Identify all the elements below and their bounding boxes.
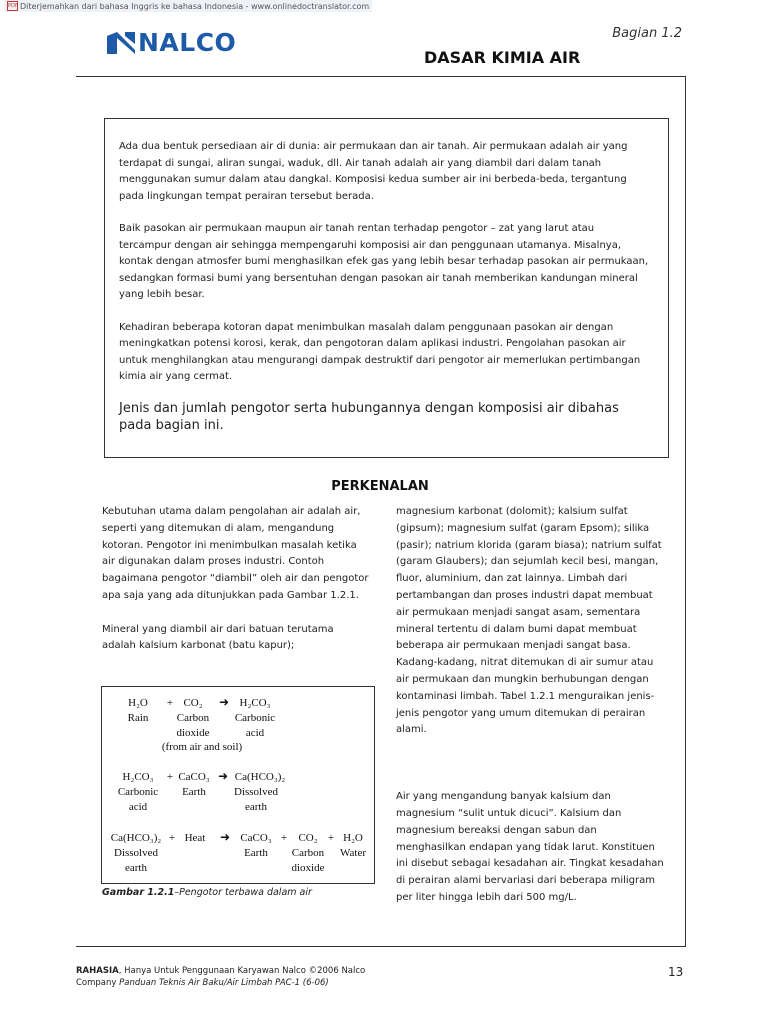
r3-earth: Earth — [244, 847, 268, 859]
r2-plus: + — [166, 771, 174, 783]
r2-earth: Earth — [182, 786, 206, 798]
r3-heat: Heat — [184, 832, 206, 844]
page-number: 13 — [668, 965, 684, 979]
r3-caco3: CaCO₃ — [240, 832, 272, 844]
r2-caco3: CaCO₃ — [178, 771, 210, 783]
r1-co2: CO₂ — [183, 697, 203, 709]
left-paragraph-2: Mineral yang diambil air dari batuan terutama adalah kalsium karbonat (batu kapur); — [102, 623, 334, 652]
footer-bold: RAHASIA — [76, 966, 119, 976]
logo-text: NALCO — [138, 28, 237, 57]
r2-cahco3: Ca(HCO₃)₂ — [234, 771, 286, 783]
footer — [76, 965, 386, 989]
right-column — [396, 504, 666, 924]
r3-arrow: ➜ — [219, 830, 231, 844]
translator-icon: PDF — [8, 3, 18, 9]
r2-arrow: ➜ — [217, 769, 229, 783]
nalco-mark-icon — [106, 30, 136, 56]
frame-line-top — [76, 76, 686, 77]
r2-earth2: earth — [245, 801, 267, 813]
r3-h2o: H₂O — [343, 832, 363, 844]
right-paragraph-2: Air yang mengandung banyak kalsium dan magnesium “sulit untuk dicuci”. Kalsium dan magnesium bereaksi dengan sabun dan menghasilkan endapan yang tidak larut. Konstituen ini disebut sebagai kesadahan air. Tingkat kesadahan di perairan alami bervariasi dari beberapa miligram per liter hingga lebih dari 500 mg/L. — [396, 791, 664, 903]
intro-paragraph-2: Baik pasokan air permukaan maupun air tanah rentan terhadap pengotor – zat yang larut atau tercampur dengan air sehingga mempengaruhi komposisi air dan penggunaan utamanya. Misalnya, kontak dengan atmosfer bumi menghasilkan efek gas yang lebih besar terhadap pasokan air permukaan, sedangkan formasi bumi yang bersentuhan dengan pasokan air tanah memberikan kandungan mineral yang lebih besar. — [119, 223, 649, 300]
r1-h2o: H₂O — [128, 697, 148, 709]
r3-dissolved: Dissolved — [114, 847, 158, 859]
r3-earth2: earth — [125, 862, 147, 874]
section-label: Bagian 1.2 — [612, 26, 682, 41]
r3-cahco3: Ca(HCO₃)₂ — [110, 832, 162, 844]
frame-line-bottom — [76, 946, 686, 947]
r3-plus3: + — [327, 832, 335, 844]
r1-h2co3: H₂CO₃ — [239, 697, 271, 709]
r2-h2co3: H₂CO₃ — [122, 771, 154, 783]
r3-dioxide: dioxide — [291, 862, 325, 874]
r1-dioxide: dioxide — [176, 727, 210, 739]
translation-note-text: Diterjemahkan dari bahasa Inggris ke bahasa Indonesia - www.onlinedoctranslator.com — [20, 1, 370, 11]
r2-dissolved: Dissolved — [234, 786, 278, 798]
footer-text: , Hanya Untuk Penggunaan Karyawan Nalco ©2006 Nalco Company — [76, 966, 366, 988]
intro-paragraph-4: Jenis dan jumlah pengotor serta hubungannya dengan komposisi air dibahas pada bagian ini. — [119, 400, 619, 433]
caption-text: –Pengotor terbawa dalam air — [174, 887, 312, 898]
r1-carbon: Carbon — [176, 712, 210, 724]
figure-caption — [102, 887, 312, 898]
r1-carbonic: Carbonic — [234, 712, 276, 724]
document-title: DASAR KIMIA AIR — [424, 48, 581, 67]
r2-acid: acid — [128, 801, 148, 813]
frame-line-right — [685, 76, 686, 947]
footer-italic: Panduan Teknis Air Baku/Air Limbah PAC-1 (6-06) — [119, 978, 329, 988]
r3-plus1: + — [168, 832, 176, 844]
intro-box — [104, 118, 669, 458]
r1-acid: acid — [245, 727, 265, 739]
nalco-logo — [106, 28, 236, 57]
r1-plus: + — [166, 697, 174, 709]
translation-note[interactable] — [4, 0, 372, 12]
left-paragraph-1: Kebutuhan utama dalam pengolahan air adalah air, seperti yang ditemukan di alam, mengandung kotoran. Pengotor ini menimbulkan masalah ketika air digunakan dalam proses industri. Contoh bagaimana pengotor “diambil” oleh air dan pengotor apa saja yang ada ditunjukkan pada Gambar 1.2.1. — [102, 506, 369, 601]
right-paragraph-1: magnesium karbonat (dolomit); kalsium sulfat (gipsum); magnesium sulfat (garam Epsom); silika (pasir); natrium klorida (garam biasa); natrium sulfat (garam Glaubers); dan sejumlah kecil besi, mangan, fluor, aluminium, dan zat lainnya. Limbah dari pertambangan dan proses industri dapat membuat air permukaan menjadi sangat asam, sementara mineral tertentu di dalam bumi dapat membuat beberapa air permukaan menjadi sangat basa. Kadang-kadang, nitrat ditemukan di air sumur atau air permukaan dan mungkin berhubungan dengan kontaminasi limbah. Tabel 1.2.1 menguraikan jenis-jenis pengotor yang umum ditemukan di perairan alami. — [396, 506, 662, 736]
figure-reactions — [101, 686, 375, 884]
r1-from: (from air and soil) — [161, 741, 243, 753]
r3-co2: CO₂ — [298, 832, 318, 844]
section-heading: PERKENALAN — [331, 479, 429, 494]
left-column — [102, 504, 370, 672]
r3-plus2: + — [280, 832, 288, 844]
r3-water: Water — [340, 847, 366, 859]
r3-carbon: Carbon — [291, 847, 325, 859]
r1-rain: Rain — [127, 712, 149, 724]
r2-carbonic: Carbonic — [117, 786, 159, 798]
r1-arrow: ➜ — [218, 695, 230, 709]
intro-paragraph-1: Ada dua bentuk persediaan air di dunia: air permukaan dan air tanah. Air permukaan adalah air yang terdapat di sungai, aliran sungai, waduk, dll. Air tanah adalah air yang diambil dari dalam tanah menggunakan sumur dalam atau dangkal. Komposisi kedua sumber air ini berbeda-beda, tergantung pada lingkungan tempat perairan tersebut berada. — [119, 141, 628, 202]
caption-label: Gambar 1.2.1 — [102, 887, 175, 898]
intro-paragraph-3: Kehadiran beberapa kotoran dapat menimbulkan masalah dalam penggunaan pasokan air dengan meningkatkan potensi korosi, kerak, dan pengotoran dalam aplikasi industri. Pengolahan pasokan air untuk menghilangkan atau mengurangi dampak destruktif dari pengotor air memerlukan pertimbangan kimia air yang cermat. — [119, 321, 641, 382]
